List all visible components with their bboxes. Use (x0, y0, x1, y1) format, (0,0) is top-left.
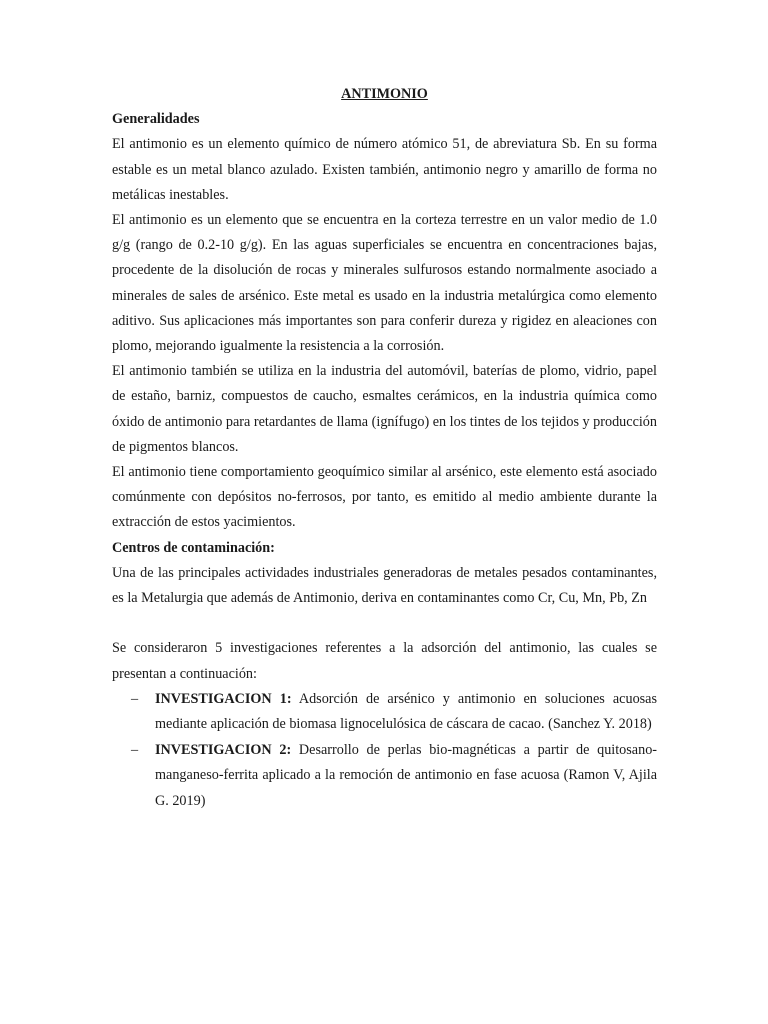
intro-paragraph: Se consideraron 5 investigaciones referentes a la adsorción del antimonio, las cuales se presentan a continuación: (112, 640, 657, 682)
investigation-label: INVESTIGACION 1: (155, 690, 292, 707)
paragraph: El antimonio tiene comportamiento geoquímico similar al arsénico, este elemento está asociado comúnmente con depósitos no-ferrosos, por tanto, es emitido al medio ambiente durante la extracción de estos yacimientos. (112, 464, 657, 531)
document-page (112, 82, 657, 815)
list-item (131, 738, 658, 814)
section-heading-centros: Centros de contaminación: (112, 539, 275, 556)
investigation-text: Adsorción de arsénico y antimonio en soluciones acuosas mediante aplicación de biomasa lignocelulósica de cáscara de cacao. (Sanchez Y. 2018) (155, 690, 658, 733)
dash-bullet-icon: – (131, 742, 139, 759)
investigation-list (112, 687, 657, 814)
paragraph: Una de las principales actividades industriales generadoras de metales pesados contaminantes, es la Metalurgia que además de Antimonio, deriva en contaminantes como Cr, Cu, Mn, Pb, Zn (112, 564, 657, 607)
paragraph: El antimonio es un elemento químico de número atómico 51, de abreviatura Sb. En su forma estable es un metal blanco azulado. Existen también, antimonio negro y amarillo de forma no metálicas inestables. (112, 136, 657, 203)
paragraph: El antimonio también se utiliza en la industria del automóvil, baterías de plomo, vidrio, papel de estaño, barniz, compuestos de caucho, esmaltes cerámicos, en la industria química como óxido de antimonio para retardantes de llama (ignífugo) en los tintes de los tejidos y producción de pigmentos blancos. (112, 363, 657, 455)
investigation-label: INVESTIGACION 2: (155, 742, 292, 759)
list-item (131, 687, 658, 737)
document-title: ANTIMONIO (341, 86, 428, 102)
paragraph: El antimonio es un elemento que se encuentra en la corteza terrestre en un valor medio de 1.0 g/g (rango de 0.2-10 g/g). En las aguas superficiales se encuentra en concentraciones bajas, procedente de la disolución de rocas y minerales sulfurosos estando normalmente asociado a minerales de sales de arsénico. Este metal es usado en la industria metalúrgica como elemento aditivo. Sus aplicaciones más importantes son para conferir dureza y rigidez en aleaciones con plomo, mejorando igualmente la resistencia a la corrosión. (112, 212, 657, 355)
section-heading-generalidades: Generalidades (112, 111, 200, 128)
dash-bullet-icon: – (131, 690, 139, 707)
blank-line (112, 611, 657, 636)
investigation-text: Desarrollo de perlas bio-magnéticas a partir de quitosano-manganeso-ferrita aplicado a la remoción de antimonio en fase acuosa (Ramon V, Ajila G. 2019) (155, 742, 658, 809)
